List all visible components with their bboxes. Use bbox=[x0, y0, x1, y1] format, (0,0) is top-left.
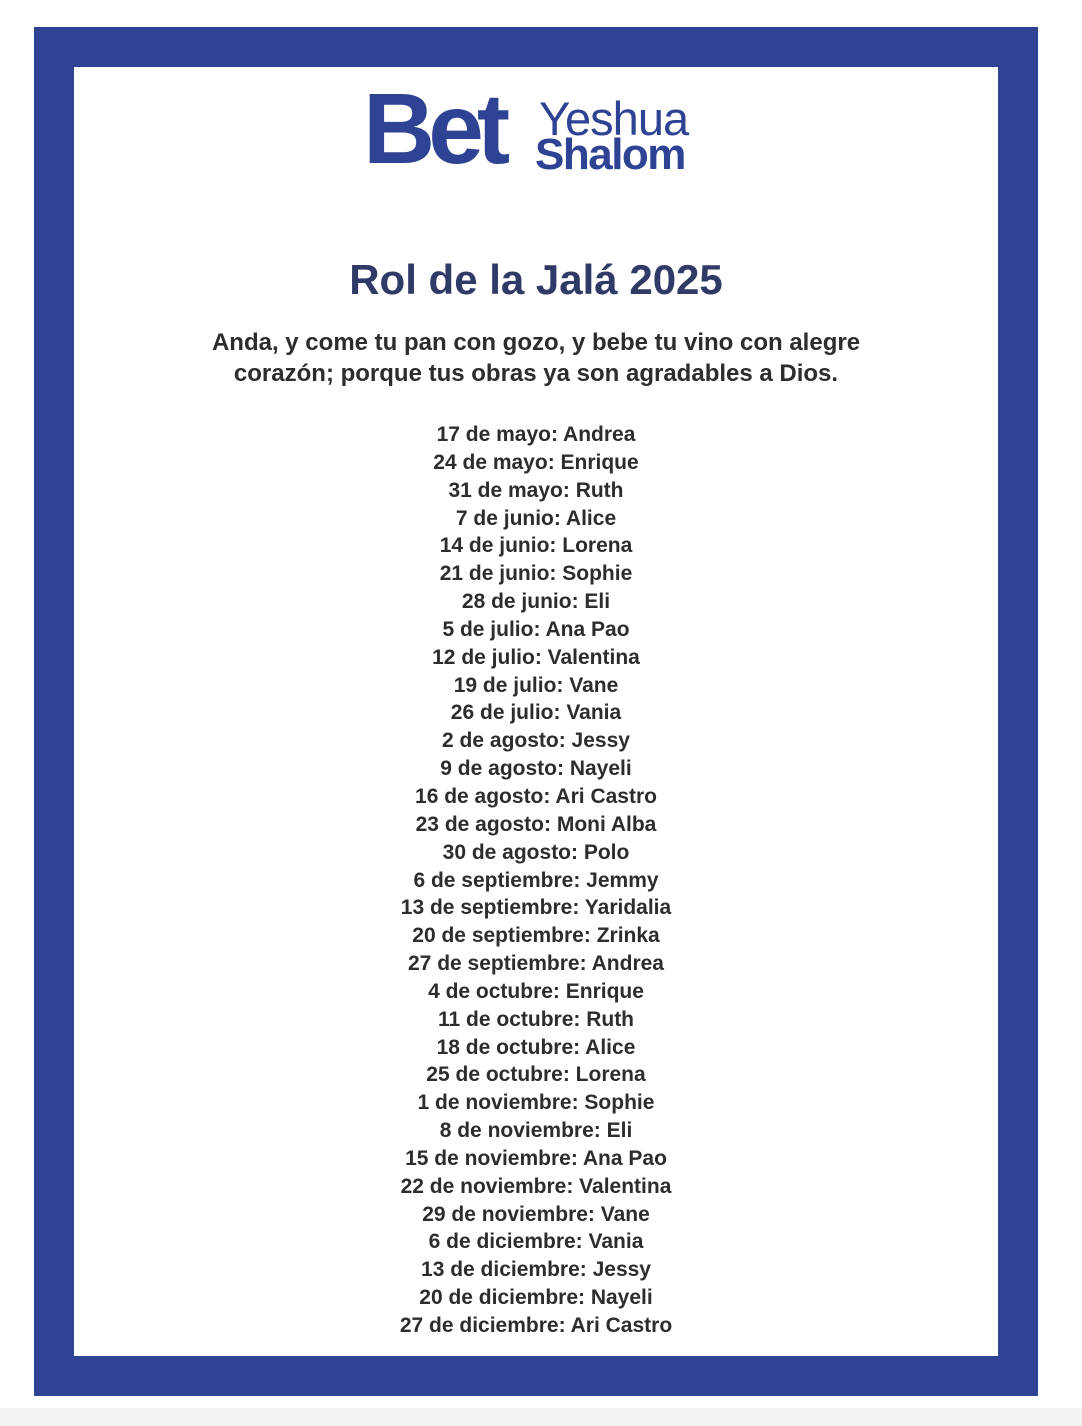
schedule-entry: 15 de noviembre: Ana Pao bbox=[405, 1146, 667, 1170]
bible-verse bbox=[114, 327, 958, 389]
schedule-entry: 17 de mayo: Andrea bbox=[436, 423, 636, 446]
schedule-entry: 22 de noviembre: Valentina bbox=[400, 1174, 672, 1198]
schedule-entry: 5 de julio: Ana Pao bbox=[442, 617, 630, 641]
schedule-entry: 26 de julio: Vania bbox=[450, 701, 622, 725]
verse-line: Anda, y come tu pan con gozo, y bebe tu vino con alegre bbox=[211, 329, 861, 356]
schedule-entry: 1 de noviembre: Sophie bbox=[417, 1091, 655, 1115]
schedule-entry: 6 de septiembre: Jemmy bbox=[413, 868, 659, 892]
schedule-entry: 23 de agosto: Moni Alba bbox=[415, 812, 657, 836]
schedule-entry: 30 de agosto: Polo bbox=[442, 840, 630, 864]
schedule-entry: 14 de junio: Lorena bbox=[439, 534, 633, 558]
schedule-entry: 19 de julio: Vane bbox=[453, 673, 619, 697]
logo-shalom-text: Shalom bbox=[535, 130, 685, 179]
schedule-entry: 29 de noviembre: Vane bbox=[422, 1202, 650, 1226]
bet-yeshua-shalom-logo bbox=[363, 73, 723, 185]
schedule-entry: 20 de septiembre: Zrinka bbox=[412, 924, 660, 948]
document-page bbox=[74, 67, 998, 1356]
verse-line: corazón; porque tus obras ya son agradables a Dios. bbox=[233, 360, 839, 387]
schedule-entry: 13 de diciembre: Jessy bbox=[421, 1258, 651, 1282]
challah-schedule-list bbox=[74, 421, 998, 1340]
schedule-entry: 9 de agosto: Nayeli bbox=[440, 757, 632, 781]
schedule-entry: 25 de octubre: Lorena bbox=[426, 1063, 646, 1087]
schedule-entry: 31 de mayo: Ruth bbox=[448, 478, 624, 502]
page-bottom-strip bbox=[0, 1408, 1082, 1426]
schedule-entry: 8 de noviembre: Eli bbox=[439, 1119, 633, 1143]
schedule-entry: 21 de junio: Sophie bbox=[439, 562, 633, 586]
schedule-entry: 24 de mayo: Enrique bbox=[433, 450, 639, 474]
schedule-entry: 27 de septiembre: Andrea bbox=[408, 952, 664, 976]
schedule-entry: 2 de agosto: Jessy bbox=[442, 729, 630, 753]
schedule-entry: 27 de diciembre: Ari Castro bbox=[399, 1314, 673, 1337]
schedule-entry: 6 de diciembre: Vania bbox=[428, 1230, 644, 1254]
schedule-entry: 12 de julio: Valentina bbox=[432, 645, 640, 669]
schedule-entry: 16 de agosto: Ari Castro bbox=[415, 784, 657, 808]
schedule-entry: 13 de septiembre: Yaridalia bbox=[400, 896, 672, 920]
schedule-entry: 18 de octubre: Alice bbox=[436, 1035, 636, 1059]
schedule-entry: 11 de octubre: Ruth bbox=[437, 1007, 635, 1031]
schedule-entry: 20 de diciembre: Nayeli bbox=[419, 1286, 653, 1310]
logo-yeshua-text: Yeshua bbox=[539, 92, 689, 145]
logo-bet-text: Bet bbox=[363, 73, 504, 185]
schedule-entry: 7 de junio: Alice bbox=[455, 506, 617, 530]
schedule-entry: 4 de octubre: Enrique bbox=[428, 979, 644, 1003]
page-title: Rol de la Jalá 2025 bbox=[349, 256, 723, 303]
schedule-entry: 28 de junio: Eli bbox=[461, 590, 611, 614]
